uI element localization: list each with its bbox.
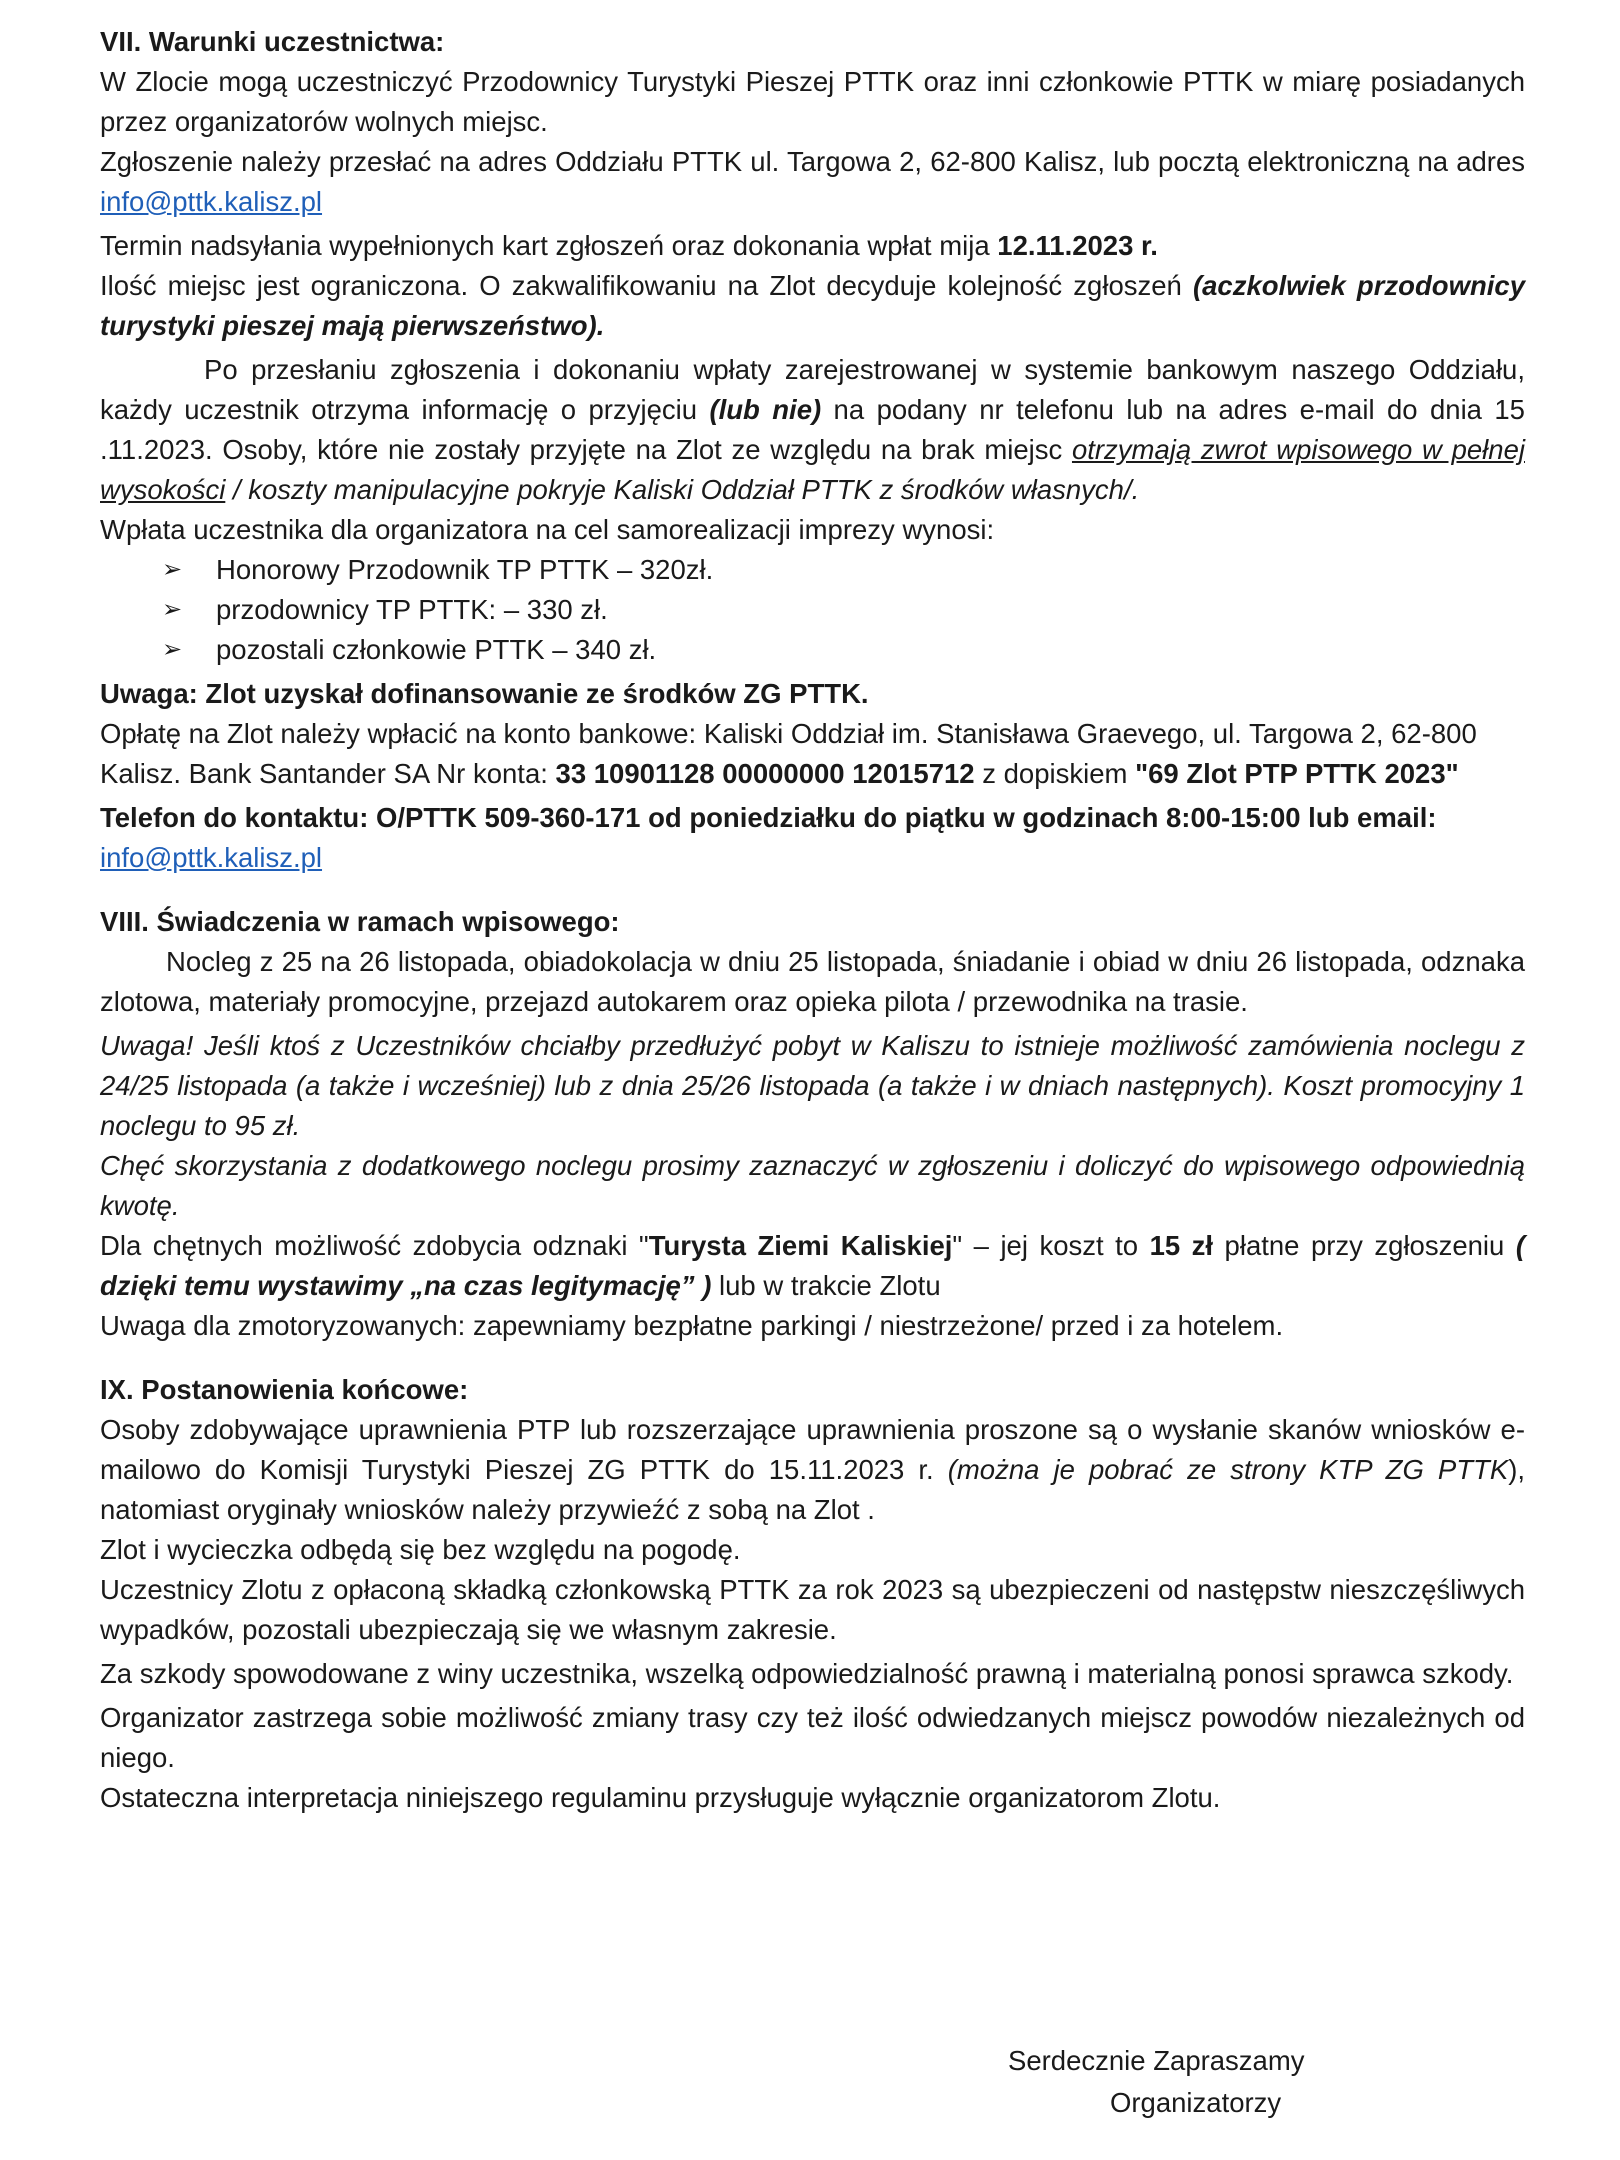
fee-members: pozostali członkowie PTTK – 340 zł. — [216, 634, 657, 665]
section-8-paragraph-extra-night-request: Chęć skorzystania z dodatkowego noclegu prosimy zaznaczyć w zgłoszeniu i doliczyć do wpisowego odpowiednią kwotę. — [100, 1150, 1525, 1221]
fee-list-item — [162, 630, 1525, 670]
section-7-heading: VII. Warunki uczestnictwa: — [100, 26, 445, 57]
applications-download-note: (można je pobrać ze strony KTP ZG PTTK — [947, 1454, 1509, 1485]
arrow-bullet-icon: ➢ — [162, 596, 183, 623]
section-7-paragraph-confirmation — [100, 350, 1525, 510]
handling-costs-note: / koszty manipulacyjne pokryje Kaliski Oddział PTTK z środków własnych/. — [225, 474, 1140, 505]
bank-text: Opłatę na Zlot należy wpłacić na konto bankowe: Kaliski Oddział im. Stanisława Graevego, ul. Targowa 2, 62-800 Kalisz. Bank Santander SA Nr konta: — [100, 718, 1477, 789]
bank-account-number: 33 10901128 00000000 12015712 — [555, 758, 975, 789]
badge-text-a: Dla chętnych możliwość zdobycia odznaki " — [100, 1230, 649, 1261]
badge-name: Turysta Ziemi Kaliskiej — [648, 1230, 953, 1261]
fee-list-item — [162, 550, 1525, 590]
section-8-paragraph-parking: Uwaga dla zmotoryzowanych: zapewniamy bezpłatne parkingi / niestrzeżone/ przed i za hotelem. — [100, 1310, 1284, 1341]
section-8-paragraph-extra-night: Uwaga! Jeśli ktoś z Uczestników chciałby przedłużyć pobyt w Kaliszu to istnieje możliwość zamówienia noclegu z 24/25 listopada (a także i wcześniej) lub z dnia 25/26 listopada (a także i w dniach następnych). Koszt promocyjny 1 noclegu to 95 zł. — [100, 1030, 1525, 1141]
section-9-paragraph-interpretation: Ostateczna interpretacja niniejszego regulaminu przysługuje wyłącznie organizatorom Zlotu. — [100, 1782, 1221, 1813]
section-7-paragraph-limited — [100, 266, 1525, 346]
contact-text: Telefon do kontaktu: O/PTTK 509-360-171 od poniedziałku do piątku w godzinach 8:00-15:00 lub email: — [100, 802, 1437, 833]
registration-text: Zgłoszenie należy przesłać na adres Oddziału PTTK ul. Targowa 2, 62-800 Kalisz, lub pocztą elektroniczną na adres — [100, 146, 1525, 177]
transfer-title: "69 Zlot PTP PTTK 2023" — [1135, 758, 1459, 789]
closing-invitation: Serdecznie Zapraszamy — [1008, 2045, 1305, 2076]
badge-text-g: lub w trakcie Zlotu — [711, 1270, 941, 1301]
section-7-paragraph-participants: W Zlocie mogą uczestniczyć Przodownicy Turystyki Pieszej PTTK oraz inni członkowie PTTK w miarę posiadanych przez organizatorów wolnych miejsc. — [100, 66, 1525, 137]
badge-price: 15 zł — [1149, 1230, 1214, 1261]
section-8-heading: VIII. Świadczenia w ramach wpisowego: — [100, 906, 620, 937]
confirmation-text-a: Po przesłaniu zgłoszenia i dokonaniu wpłaty zarejestrowanej w systemie bankowym naszego Oddziału, każdy uczestnik otrzyma informację o przyjęciu — [100, 354, 1525, 425]
deadline-date: 12.11.2023 r. — [997, 230, 1158, 261]
section-9-paragraph-weather: Zlot i wycieczka odbędą się bez względu na pogodę. — [100, 1534, 741, 1565]
limited-text: Ilość miejsc jest ograniczona. O zakwalifikowaniu na Zlot decyduje kolejność zgłoszeń — [100, 270, 1193, 301]
applications-text-c: ), natomiast oryginały wniosków należy przywieźć z sobą na Zlot . — [100, 1454, 1525, 1525]
fee-list — [100, 550, 1525, 670]
section-9-paragraph-route-change: Organizator zastrzega sobie możliwość zmiany trasy czy też ilość odwiedzanych miejscz powodów niezależnych od niego. — [100, 1702, 1525, 1773]
section-8-paragraph-badge — [100, 1226, 1525, 1306]
section-9-heading: IX. Postanowienia końcowe: — [100, 1374, 469, 1405]
section-8-paragraph-services: Nocleg z 25 na 26 listopada, obiadokolacja w dniu 25 listopada, śniadanie i obiad w dniu 26 listopada, odznaka zlotowa, materiały promocyjne, przejazd autokarem oraz opieka pilota / przewodnika na trasie. — [100, 946, 1525, 1017]
funding-note: Uwaga: Zlot uzyskał dofinansowanie ze środków ZG PTTK. — [100, 678, 869, 709]
priority-note: (aczkolwiek przodownicy turystyki pieszej mają pierwszeństwo). — [100, 270, 1525, 341]
section-9-paragraph-insurance: Uczestnicy Zlotu z opłaconą składką członkowską PTTK za rok 2023 są ubezpieczeni od następstw nieszczęśliwych wypadków, pozostali ubezpieczają się we własnym zakresie. — [100, 1574, 1525, 1645]
badge-text-e: płatne przy zgłoszeniu — [1213, 1230, 1516, 1261]
applications-text-a: Osoby zdobywające uprawnienia PTP lub rozszerzające uprawnienia proszone są o wysłanie skanów wniosków e-mailowo do Komisji Turystyki Pieszej ZG PTTK do 15.11.2023 r. — [100, 1414, 1525, 1485]
badge-id-note: ( dzięki temu wystawimy „na czas legitymację” ) — [100, 1230, 1525, 1301]
refund-note: otrzymają zwrot wpisowego w pełnej wysokości — [100, 434, 1525, 505]
email-link[interactable]: info@pttk.kalisz.pl — [100, 186, 323, 217]
arrow-bullet-icon: ➢ — [162, 556, 183, 583]
contact-paragraph — [100, 798, 1525, 878]
fee-honorary: Honorowy Przodownik TP PTTK – 320zł. — [216, 554, 714, 585]
section-9-paragraph-applications — [100, 1410, 1525, 1530]
fee-guides: przodownicy TP PTTK: – 330 zł. — [216, 594, 608, 625]
section-7-paragraph-fee-intro: Wpłata uczestnika dla organizatora na cel samorealizacji imprezy wynosi: — [100, 514, 995, 545]
section-7-paragraph-deadline — [100, 226, 1525, 266]
closing-organizers: Organizatorzy — [1110, 2087, 1282, 2118]
badge-text-c: " – jej koszt to — [952, 1230, 1150, 1261]
fee-list-item — [162, 590, 1525, 630]
confirmation-text-c: na podany nr telefonu lub na adres e-mail do dnia 15 .11.2023. Osoby, które nie zostały przyjęte na Zlot ze względu na brak miejsc — [100, 394, 1525, 465]
confirmation-or-not: (lub nie) — [709, 394, 822, 425]
section-7-paragraph-registration — [100, 142, 1525, 222]
deadline-text: Termin nadsyłania wypełnionych kart zgłoszeń oraz dokonania wpłat mija — [100, 230, 998, 261]
section-9-paragraph-liability: Za szkody spowodowane z winy uczestnika, wszelką odpowiedzialność prawną i materialną ponosi sprawca szkody. — [100, 1658, 1514, 1689]
bank-transfer-paragraph — [100, 714, 1525, 794]
arrow-bullet-icon: ➢ — [162, 636, 183, 663]
contact-email-link[interactable]: info@pttk.kalisz.pl — [100, 842, 323, 873]
closing-signature — [1008, 2040, 1305, 2124]
bank-text-b: z dopiskiem — [974, 758, 1136, 789]
